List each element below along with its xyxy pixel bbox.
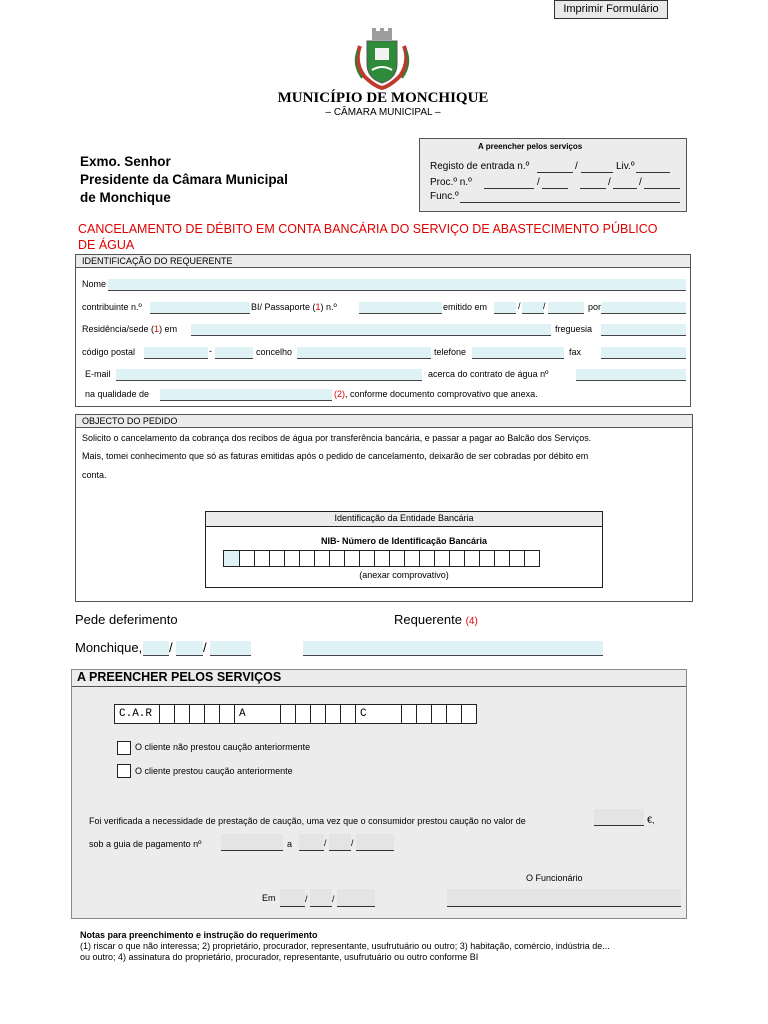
notes bbox=[80, 930, 720, 963]
nib-digit-cell[interactable] bbox=[495, 550, 510, 567]
proc-date-day-field[interactable] bbox=[580, 188, 606, 189]
guia-label: sob a guia de pagamento nº bbox=[89, 839, 202, 849]
date-month-input[interactable] bbox=[176, 641, 203, 656]
emitido-day-input[interactable] bbox=[494, 302, 516, 314]
slash: / bbox=[169, 640, 173, 655]
note-ref: (4) bbox=[465, 616, 478, 627]
requester-section bbox=[75, 254, 691, 407]
checkbox-no-caucao-label: O cliente não prestou caução anteriormente bbox=[135, 742, 311, 752]
guia-year-input[interactable] bbox=[356, 834, 394, 851]
concelho-label: concelho bbox=[256, 347, 293, 357]
telefone-input[interactable] bbox=[472, 347, 564, 359]
office-use-box bbox=[419, 138, 687, 212]
contrato-label: acerca do contrato de água nº bbox=[428, 369, 549, 379]
qualidade-label: na qualidade de bbox=[85, 389, 150, 399]
nome-label: Nome bbox=[82, 279, 107, 289]
contribuinte-label: contribuinte n.º bbox=[82, 302, 142, 312]
nib-note: (anexar comprovativo) bbox=[359, 570, 449, 580]
services-title-rule bbox=[72, 686, 686, 687]
car-digit-cell[interactable] bbox=[341, 704, 356, 724]
object-paragraph: Solicito o cancelamento da cobrança dos recibos de água por transferência bancária, e passar a pagar ao Balcão dos Serviços. bbox=[82, 433, 592, 443]
nib-digit-cell[interactable] bbox=[315, 550, 330, 567]
freguesia-input[interactable] bbox=[601, 324, 686, 336]
email-input[interactable] bbox=[116, 369, 422, 381]
car-digit-cell[interactable] bbox=[175, 704, 190, 724]
nib-digit-cell[interactable] bbox=[375, 550, 390, 567]
checkbox-no-caucao[interactable] bbox=[117, 741, 131, 755]
residencia-label-pre: Residência/sede ( bbox=[82, 324, 155, 334]
nib-digit-cell[interactable] bbox=[405, 550, 420, 567]
car-digit-cell[interactable] bbox=[281, 704, 296, 724]
func-label: Func.º bbox=[430, 191, 459, 202]
bi-label-pre: BI/ Passaporte ( bbox=[251, 302, 316, 312]
proc-date-year-field[interactable] bbox=[644, 188, 680, 189]
form-title-line: CANCELAMENTO DE DÉBITO EM CONTA BANCÁRIA DO SERVIÇO DE ABASTECIMENTO PÚBLICO bbox=[78, 222, 658, 236]
nib-digit-cell[interactable] bbox=[420, 550, 435, 567]
car-digit-cell[interactable] bbox=[326, 704, 341, 724]
proc-year-field[interactable] bbox=[542, 188, 568, 189]
addressee-line: de Monchique bbox=[80, 190, 171, 205]
note-ref: 1 bbox=[315, 302, 321, 312]
nib-digit-cell[interactable] bbox=[240, 550, 255, 567]
note-ref: (2) bbox=[334, 389, 346, 399]
codigo-postal-suffix-input[interactable] bbox=[215, 347, 253, 359]
funcionario-signature-input[interactable] bbox=[447, 889, 681, 907]
car-digit-cell[interactable] bbox=[417, 704, 432, 724]
signature-input[interactable] bbox=[303, 641, 603, 656]
checkbox-caucao[interactable] bbox=[117, 764, 131, 778]
date-year-input[interactable] bbox=[210, 641, 251, 656]
bi-label bbox=[251, 302, 337, 312]
dash: - bbox=[209, 346, 212, 356]
object-paragraph: conta. bbox=[82, 470, 107, 480]
slash: / bbox=[351, 838, 354, 848]
em-day-input[interactable] bbox=[280, 889, 305, 907]
por-input[interactable] bbox=[601, 302, 686, 314]
car-digit-cell[interactable] bbox=[220, 704, 235, 724]
place-label: Monchique, bbox=[75, 640, 143, 655]
nib-digit-cell[interactable] bbox=[223, 550, 240, 567]
codigo-postal-input[interactable] bbox=[144, 347, 208, 359]
slash: / bbox=[518, 301, 521, 311]
notes-line: (1) riscar o que não interessa; 2) proprietário, procurador, representante, usufrutuário ou outro; 3) habitação, comércio, indústria de... bbox=[80, 941, 610, 951]
date-day-input[interactable] bbox=[143, 641, 169, 656]
form-title-line: DE ÁGUA bbox=[78, 238, 135, 252]
checkbox-caucao-label: O cliente prestou caução anteriormente bbox=[135, 766, 293, 776]
note-ref-number: 2 bbox=[337, 389, 343, 399]
slash: / bbox=[332, 894, 335, 904]
fax-label: fax bbox=[569, 347, 582, 357]
nib-title: NIB- Número de Identificação Bancária bbox=[320, 536, 488, 546]
slash: / bbox=[537, 177, 540, 188]
car-digit-cell[interactable] bbox=[402, 704, 417, 724]
car-digit-cell[interactable] bbox=[462, 704, 477, 724]
proc-field[interactable] bbox=[484, 188, 534, 189]
bi-input[interactable] bbox=[359, 302, 442, 314]
municipality-name: MUNICÍPIO DE MONCHIQUE bbox=[277, 90, 489, 106]
nib-grid[interactable] bbox=[223, 550, 540, 567]
nib-digit-cell[interactable] bbox=[360, 550, 375, 567]
requerente-text: Requerente bbox=[394, 612, 462, 627]
registo-field[interactable] bbox=[537, 172, 573, 173]
office-box-title: A preencher pelos serviços bbox=[478, 142, 583, 151]
nib-digit-cell[interactable] bbox=[510, 550, 525, 567]
nib-digit-cell[interactable] bbox=[480, 550, 495, 567]
car-digit-cell[interactable] bbox=[447, 704, 462, 724]
freguesia-label: freguesia bbox=[555, 324, 593, 334]
liv-field[interactable] bbox=[636, 172, 670, 173]
nib-digit-cell[interactable] bbox=[525, 550, 540, 567]
proc-label: Proc.º n.º bbox=[430, 177, 472, 188]
slash: / bbox=[543, 301, 546, 311]
func-field[interactable] bbox=[460, 202, 680, 203]
verified-text: Foi verificada a necessidade de prestação de caução, uma vez que o consumidor prestou caução no valor de bbox=[89, 816, 526, 826]
slash: / bbox=[639, 177, 642, 188]
car-label-cell: C.A.R bbox=[114, 704, 160, 724]
proc-date-month-field[interactable] bbox=[613, 188, 637, 189]
slash: / bbox=[575, 161, 578, 172]
nib-digit-cell[interactable] bbox=[345, 550, 360, 567]
guia-a-label: a bbox=[287, 839, 293, 849]
slash: / bbox=[203, 640, 207, 655]
euro-sign: €, bbox=[647, 815, 655, 825]
bi-label-post: ) n.º bbox=[320, 302, 337, 312]
nib-digit-cell[interactable] bbox=[465, 550, 480, 567]
nib-digit-cell[interactable] bbox=[285, 550, 300, 567]
telefone-label: telefone bbox=[434, 347, 467, 357]
car-digit-cell[interactable] bbox=[311, 704, 326, 724]
emitido-label: emitido em bbox=[443, 302, 488, 312]
car-digit-cell[interactable] bbox=[296, 704, 311, 724]
nib-digit-cell[interactable] bbox=[330, 550, 345, 567]
object-paragraph: Mais, tomei conhecimento que só as faturas emitidas após o pedido de cancelamento, deixarão de ser cobradas por débito em bbox=[82, 451, 589, 461]
em-month-input[interactable] bbox=[310, 889, 332, 907]
por-label: por bbox=[588, 302, 602, 312]
print-button[interactable]: Imprimir Formulário bbox=[554, 0, 668, 19]
funcionario-label: O Funcionário bbox=[526, 873, 583, 883]
requerente-label bbox=[394, 612, 478, 627]
email-label: E-mail bbox=[85, 369, 111, 379]
bank-entity-title-text: Identificação da Entidade Bancária bbox=[334, 513, 474, 523]
nib-digit-cell[interactable] bbox=[270, 550, 285, 567]
services-section-title: A PREENCHER PELOS SERVIÇOS bbox=[77, 670, 282, 684]
car-digit-cell[interactable] bbox=[160, 704, 175, 724]
guia-month-input[interactable] bbox=[329, 834, 351, 851]
qualidade-note-text: , conforme documento comprovativo que anexa. bbox=[345, 389, 538, 399]
em-label: Em bbox=[262, 893, 276, 903]
slash: / bbox=[608, 177, 611, 188]
note-ref: 1 bbox=[154, 324, 160, 334]
car-grid[interactable] bbox=[114, 704, 477, 724]
registo-year-field[interactable] bbox=[581, 172, 613, 173]
emitido-month-input[interactable] bbox=[522, 302, 544, 314]
chamber-name: – CÂMARA MUNICIPAL – bbox=[325, 107, 441, 118]
nib-digit-cell[interactable] bbox=[300, 550, 315, 567]
nib-digit-cell[interactable] bbox=[390, 550, 405, 567]
qualidade-input[interactable] bbox=[160, 389, 332, 401]
services-section bbox=[71, 669, 687, 919]
caucao-value-input[interactable] bbox=[594, 809, 644, 826]
liv-label: Liv.º bbox=[616, 161, 635, 172]
emitido-year-input[interactable] bbox=[548, 302, 584, 314]
residencia-label-post: ) em bbox=[159, 324, 178, 334]
nib-digit-cell[interactable] bbox=[435, 550, 450, 567]
bank-entity-box bbox=[205, 511, 603, 588]
notes-line: ou outro; 4) assinatura do proprietário, procurador, representante, usufrutuário ou outro conforme BI bbox=[80, 952, 479, 962]
contrato-input[interactable] bbox=[576, 369, 686, 381]
residencia-label bbox=[82, 324, 177, 334]
nib-digit-cell[interactable] bbox=[255, 550, 270, 567]
addressee bbox=[80, 153, 288, 207]
car-digit-cell[interactable] bbox=[205, 704, 220, 724]
coat-of-arms-logo bbox=[350, 28, 414, 90]
residencia-input[interactable] bbox=[191, 324, 551, 336]
car-digit-cell[interactable] bbox=[190, 704, 205, 724]
registo-label: Registo de entrada n.º bbox=[430, 161, 530, 172]
object-section bbox=[75, 414, 693, 602]
form-title bbox=[78, 221, 658, 253]
em-year-input[interactable] bbox=[337, 889, 375, 907]
slash: / bbox=[324, 838, 327, 848]
guia-input[interactable] bbox=[221, 834, 283, 851]
addressee-line: Exmo. Senhor bbox=[80, 154, 171, 169]
addressee-line: Presidente da Câmara Municipal bbox=[80, 172, 288, 187]
codigo-postal-label: código postal bbox=[82, 347, 136, 357]
qualidade-note bbox=[334, 389, 538, 399]
fax-input[interactable] bbox=[601, 347, 686, 359]
concelho-input[interactable] bbox=[297, 347, 431, 359]
car-c-label-cell: C bbox=[356, 704, 402, 724]
notes-title: Notas para preenchimento e instrução do requerimento bbox=[80, 930, 318, 940]
contribuinte-input[interactable] bbox=[150, 302, 250, 314]
requester-section-title: IDENTIFICAÇÃO DO REQUERENTE bbox=[76, 255, 690, 268]
slash: / bbox=[305, 894, 308, 904]
nome-input[interactable] bbox=[108, 279, 686, 291]
object-section-title: OBJECTO DO PEDIDO bbox=[76, 415, 692, 428]
nib-digit-cell[interactable] bbox=[450, 550, 465, 567]
car-a-label-cell: A bbox=[235, 704, 281, 724]
pede-deferimento: Pede deferimento bbox=[75, 612, 178, 627]
car-digit-cell[interactable] bbox=[432, 704, 447, 724]
guia-day-input[interactable] bbox=[299, 834, 324, 851]
